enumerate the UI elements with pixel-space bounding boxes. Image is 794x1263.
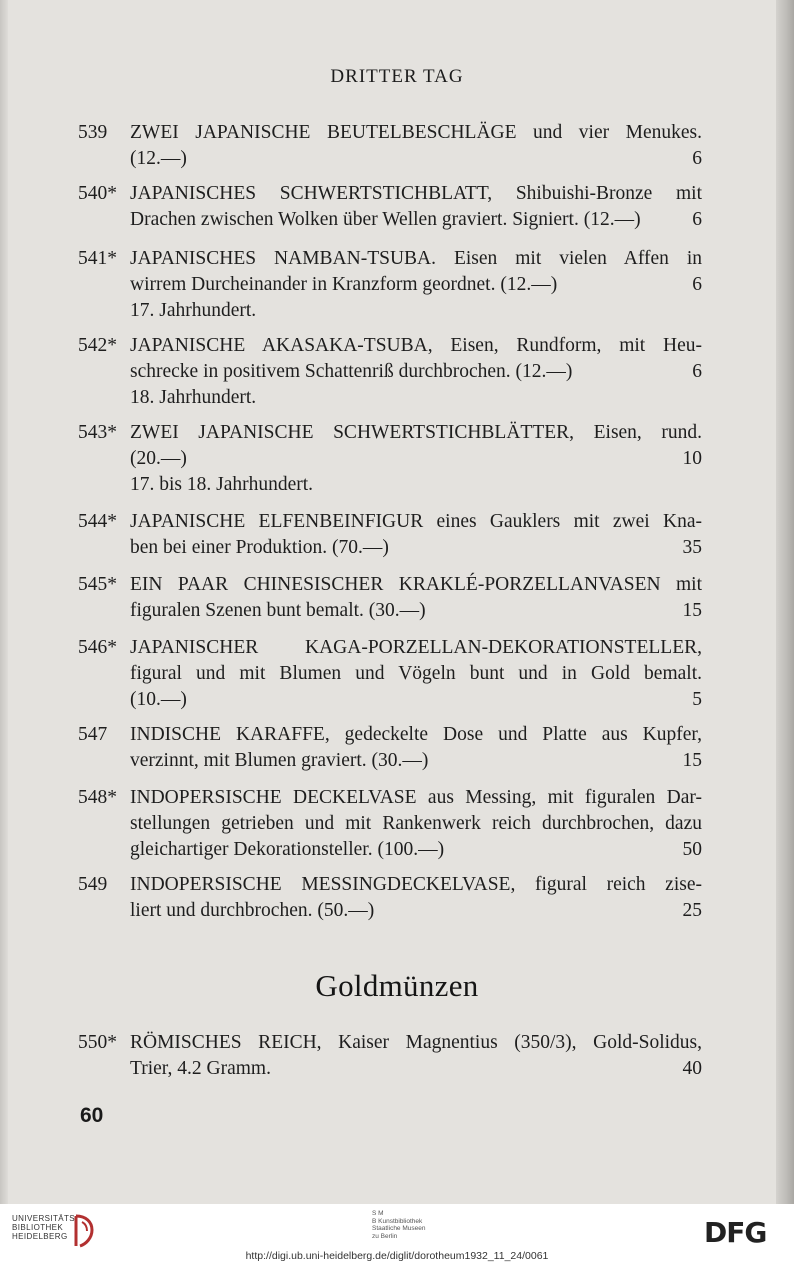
lot-estimate-text: (20.—): [130, 448, 187, 469]
lot-description: [130, 120, 702, 172]
stamp-line: S M: [372, 1210, 384, 1217]
lot-dating-line: 17. Jahrhundert.: [130, 300, 257, 321]
lot-price-line: [130, 1056, 702, 1082]
catalogue-lot: [78, 420, 702, 498]
lot-price-line: [130, 359, 702, 385]
lot-dating-line: 17. bis 18. Jahrhundert.: [130, 474, 314, 495]
lot-price: 6: [692, 274, 702, 295]
lot-description-line: RÖMISCHES REICH, Kaiser Magnentius (350/3), Gold-Solidus,: [130, 1032, 702, 1053]
lot-description: [130, 722, 702, 774]
lot-price: 40: [682, 1058, 702, 1079]
lot-description: [130, 246, 702, 324]
lot-price: 35: [682, 537, 702, 558]
university-logo-line: BIBLIOTHEK: [12, 1223, 64, 1232]
lot-number: 539: [78, 122, 108, 143]
lot-price-line: [130, 898, 702, 924]
lot-description: [130, 420, 702, 498]
university-library-logo[interactable]: [12, 1214, 78, 1241]
catalogue-lot: [78, 181, 702, 233]
lot-description: [130, 872, 702, 924]
lot-description-line: ZWEI JAPANISCHE BEUTELBESCHLÄGE und vier Menukes.: [130, 122, 702, 143]
lot-price-line: [130, 837, 702, 863]
lot-number: 544*: [78, 511, 117, 532]
lot-price-line: [130, 207, 702, 233]
running-head: DRITTER TAG: [330, 66, 464, 87]
lot-estimate-text: Drachen zwischen Wolken über Wellen graviert. Signiert. (12.—): [130, 209, 641, 230]
lot-price: 6: [692, 148, 702, 169]
catalogue-lot: [78, 635, 702, 713]
lot-price-line: [130, 146, 702, 172]
lot-estimate-text: figuralen Szenen bunt bemalt. (30.—): [130, 600, 426, 621]
lot-price-line: [130, 687, 702, 713]
catalogue-lot: [78, 785, 702, 863]
lot-description-line: ZWEI JAPANISCHE SCHWERTSTICHBLÄTTER, Eisen, rund.: [130, 422, 702, 443]
lot-description-line: figural und mit Blumen und Vögeln bunt und in Gold bemalt.: [130, 663, 702, 684]
lot-number: 546*: [78, 637, 117, 658]
lot-description: [130, 635, 702, 713]
lot-estimate-text: gleichartiger Dekorationsteller. (100.—): [130, 839, 445, 860]
catalogue-lot: [78, 246, 702, 324]
lot-number: 540*: [78, 183, 117, 204]
lot-number: 547: [78, 724, 108, 745]
lot-price-line: [130, 272, 702, 298]
lot-dating-line: 18. Jahrhundert.: [130, 387, 257, 408]
lot-number: 545*: [78, 574, 117, 595]
lot-description-line: INDISCHE KARAFFE, gedeckelte Dose und Platte aus Kupfer,: [130, 724, 702, 745]
lot-estimate-text: verzinnt, mit Blumen graviert. (30.—): [130, 750, 429, 771]
lot-number: 541*: [78, 248, 117, 269]
lot-description-line: INDOPERSISCHE DECKELVASE aus Messing, mit figuralen Dar-: [130, 787, 702, 808]
digitization-footer: [0, 1204, 794, 1263]
section-heading: Goldmünzen: [315, 968, 479, 1003]
lot-price: 6: [692, 361, 702, 382]
university-logo-line: UNIVERSITÄTS-: [12, 1214, 79, 1223]
lot-price-line: [130, 598, 702, 624]
lot-price: 5: [692, 689, 702, 710]
lot-description: [130, 785, 702, 863]
stamp-line: B Kunstbibliothek: [372, 1217, 423, 1225]
catalogue-lot: [78, 722, 702, 774]
page-left-edge: [0, 0, 8, 1204]
lot-description-line: JAPANISCHES SCHWERTSTICHBLATT, Shibuishi-Bronze mit: [130, 183, 702, 204]
lot-description: [130, 1030, 702, 1082]
catalogue-lot: [78, 572, 702, 624]
lot-description-line: JAPANISCHES NAMBAN-TSUBA. Eisen mit vielen Affen in: [130, 248, 702, 269]
lot-description-line: JAPANISCHE ELFENBEINFIGUR eines Gauklers mit zwei Kna-: [130, 511, 702, 532]
page-number: 60: [80, 1104, 104, 1127]
university-logo-line: HEIDELBERG: [12, 1232, 68, 1241]
lot-price: 6: [692, 209, 702, 230]
lot-estimate-text: (12.—): [130, 148, 187, 169]
lot-estimate-text: wirrem Durcheinander in Kranzform geordnet. (12.—): [130, 274, 558, 295]
lot-description: [130, 572, 702, 624]
lot-price: 15: [682, 600, 702, 621]
dfg-logo[interactable]: DFG: [704, 1216, 767, 1249]
stamp-line: Staatliche Museen: [372, 1225, 426, 1232]
lot-description: [130, 509, 702, 561]
catalogue-lot: [78, 333, 702, 411]
lot-number: 543*: [78, 422, 117, 443]
museum-stamp: [372, 1210, 425, 1240]
lot-description-line: JAPANISCHE AKASAKA-TSUBA, Eisen, Rundform, mit Heu-: [130, 335, 702, 356]
lot-price: 25: [682, 900, 702, 921]
lot-price-line: [130, 446, 702, 472]
university-emblem-icon: [72, 1214, 96, 1248]
catalogue-lot: [78, 1030, 702, 1082]
stamp-line: zu Berlin: [372, 1232, 398, 1240]
catalogue-lot: [78, 872, 702, 924]
lot-description-line: JAPANISCHER KAGA-PORZELLAN-DEKORATIONSTELLER,: [130, 637, 702, 658]
lot-estimate-text: schrecke in positivem Schattenriß durchbrochen. (12.—): [130, 361, 573, 382]
lot-price: 15: [682, 750, 702, 771]
lot-price-line: [130, 748, 702, 774]
lot-estimate-text: ben bei einer Produktion. (70.—): [130, 537, 389, 558]
permalink-url[interactable]: http://digi.ub.uni-heidelberg.de/diglit/dorotheum1932_11_24/0061: [245, 1250, 549, 1262]
lot-estimate-text: (10.—): [130, 689, 187, 710]
lot-number: 542*: [78, 335, 117, 356]
catalogue-lot: [78, 509, 702, 561]
lot-number: 549: [78, 874, 108, 895]
lot-price: 50: [682, 839, 702, 860]
lot-description: [130, 333, 702, 411]
lot-description-line: INDOPERSISCHE MESSINGDECKELVASE, figural reich zise-: [130, 874, 702, 895]
lot-number: 550*: [78, 1032, 117, 1053]
lot-price: 10: [682, 448, 702, 469]
lot-description-line: stellungen getrieben und mit Rankenwerk reich durchbrochen, dazu: [130, 813, 702, 834]
lot-description: [130, 181, 702, 233]
lot-estimate-text: Trier, 4.2 Gramm.: [130, 1058, 271, 1079]
lot-description-line: EIN PAAR CHINESISCHER KRAKLÉ-PORZELLANVASEN mit: [130, 574, 702, 595]
lot-estimate-text: liert und durchbrochen. (50.—): [130, 900, 375, 921]
lot-price-line: [130, 535, 702, 561]
catalogue-lot: [78, 120, 702, 172]
page-right-edge-shadow: [776, 0, 794, 1204]
lot-number: 548*: [78, 787, 117, 808]
